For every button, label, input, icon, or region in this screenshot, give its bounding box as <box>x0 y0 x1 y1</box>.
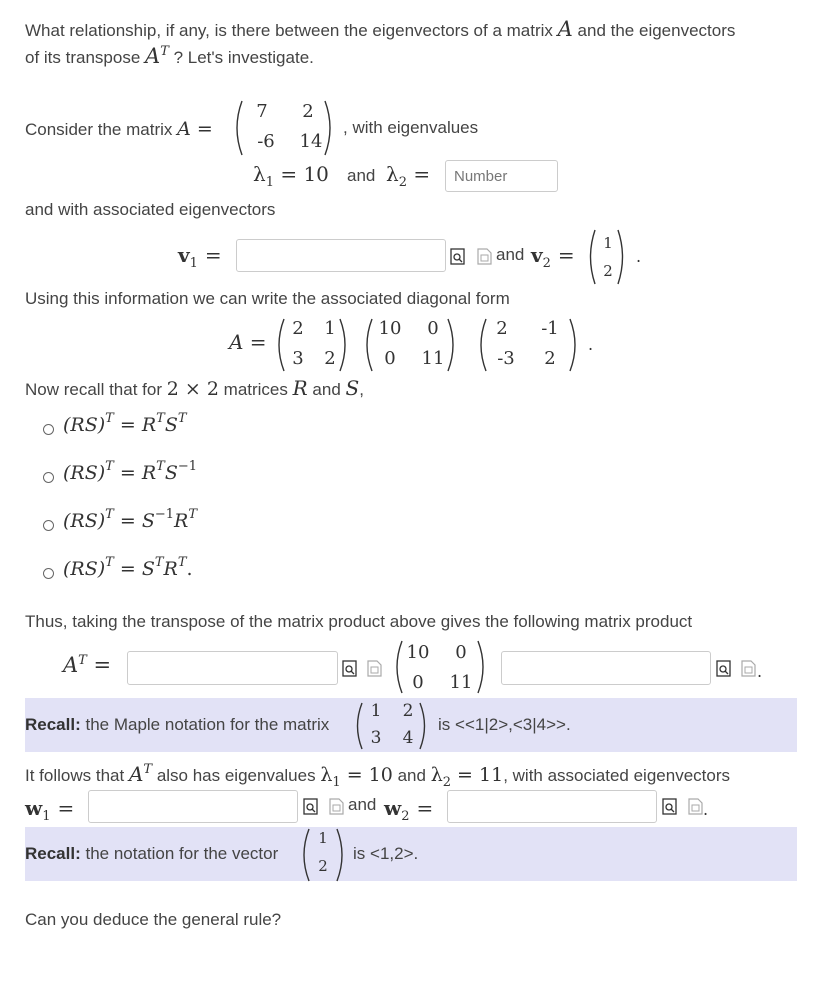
intro-tail: and the eigenvectors <box>577 21 736 40</box>
v2-label: $v_2$ = <box>531 243 575 271</box>
period: . <box>757 662 763 681</box>
matrix-cell: 2 <box>292 318 304 339</box>
transpose-first-input[interactable] <box>127 651 338 685</box>
transpose-second-input[interactable] <box>501 651 711 685</box>
matrix-cell: 3 <box>370 728 382 748</box>
math-AT: $A^T$ <box>128 762 153 786</box>
matrix-cell: 4 <box>402 728 414 748</box>
option-radio-1[interactable] <box>43 424 54 435</box>
math-A: A <box>557 17 573 41</box>
matrix-P <box>272 315 354 375</box>
matrix-cell: 2 <box>302 101 314 122</box>
matrix-cell: -3 <box>497 348 515 369</box>
consider-label: Consider the matrix A = <box>25 118 213 140</box>
v1-label: $v_1$ = <box>178 243 222 271</box>
option-radio-4[interactable] <box>43 568 54 579</box>
diag-A-eq: A = <box>229 330 267 354</box>
recall-prefix: Now recall that for <box>25 380 162 399</box>
preview-icon[interactable] <box>342 660 357 677</box>
lambda2-eq: $\lambda_2 = 11$ <box>430 764 504 790</box>
recall-and: and <box>312 380 341 399</box>
recall-comma: , <box>359 380 364 399</box>
w2-input[interactable] <box>447 790 657 823</box>
option-1[interactable]: $(RS)^T = R^TS^T$ <box>63 411 187 436</box>
is-text: is <box>438 715 451 734</box>
dims: 2 × 2 <box>166 378 219 400</box>
follows-p1: It follows that <box>25 766 125 785</box>
recall-mid: matrices <box>223 380 288 399</box>
math-A-eq: A <box>177 118 191 140</box>
maple-note-is <box>438 715 571 735</box>
option-radio-2[interactable] <box>43 472 54 483</box>
matrix-cell: 14 <box>299 131 323 152</box>
l1-value: 10 <box>368 764 393 786</box>
l2-value: 11 <box>479 764 504 786</box>
maple-example-matrix <box>352 700 432 752</box>
vector-code: <1,2>. <box>370 844 419 863</box>
v1-input[interactable] <box>236 239 446 272</box>
w1-label: $w_1$ = <box>25 796 75 824</box>
matrix-cell: 0 <box>427 318 439 339</box>
consider-text: Consider the matrix <box>25 120 173 139</box>
palette-icon[interactable] <box>688 798 703 815</box>
vector-note-desc: the notation for the vector <box>85 844 279 863</box>
matrix-cell: 3 <box>292 348 304 369</box>
vector-cell: 1 <box>603 234 613 252</box>
matrix-cell: 0 <box>384 348 396 369</box>
recall-line <box>25 376 364 400</box>
matrix-cell: 10 <box>406 642 430 663</box>
recall-bold: Recall: <box>25 715 81 734</box>
w2-label: $w_2$ = <box>384 796 434 824</box>
recall-bold: Recall: <box>25 844 81 863</box>
matrix-cell: -6 <box>257 131 275 152</box>
matrix-cell: 10 <box>378 318 402 339</box>
lambda1-eq: $\lambda_1 = 10$ <box>320 764 393 790</box>
math-AT: $A^T$ <box>145 44 169 68</box>
preview-icon[interactable] <box>716 660 731 677</box>
diag-form-label: Using this information we can write the associated diagonal form <box>25 289 510 308</box>
lambda1-eq: $\lambda_1 = 10$ <box>253 162 329 190</box>
vector-cell: 2 <box>603 262 613 280</box>
palette-icon[interactable] <box>741 660 756 677</box>
preview-icon[interactable] <box>662 798 677 815</box>
matrix-cell: 2 <box>496 318 508 339</box>
matrix-cell: 2 <box>402 701 414 721</box>
closing-question: Can you deduce the general rule? <box>25 910 282 929</box>
follows-and: and <box>397 766 426 785</box>
matrix-cell: 11 <box>421 348 445 369</box>
math-R: R <box>292 376 308 400</box>
matrix-cell: 7 <box>256 101 268 122</box>
palette-icon[interactable] <box>367 660 382 677</box>
matrix-cell: 1 <box>324 318 336 339</box>
maple-note-text <box>25 715 329 735</box>
matrix-cell: 2 <box>544 348 556 369</box>
is-text: is <box>353 844 366 863</box>
intro-tail-2: ? Let's investigate. <box>173 48 314 67</box>
matrix-cell: 1 <box>370 701 382 721</box>
intro-line-2 <box>25 44 314 68</box>
matrix-cell: 0 <box>412 672 424 693</box>
lambda1-value: 10 <box>303 162 329 186</box>
math-S: S <box>345 376 360 400</box>
transpose-label: Thus, taking the transpose of the matrix product above gives the following matrix product <box>25 612 693 631</box>
matrix-cell: 11 <box>449 672 473 693</box>
period: . <box>588 335 594 354</box>
vector-cell: 2 <box>318 857 328 875</box>
intro-line-1 <box>25 17 735 41</box>
and-text: and <box>347 166 376 185</box>
follows-p3: , with associated eigenvectors <box>503 766 730 785</box>
eigenvalues-label: , with eigenvalues <box>343 118 479 137</box>
w1-input[interactable] <box>88 790 298 823</box>
vector-note-text <box>25 844 278 864</box>
intro-text-2: of its transpose <box>25 48 141 67</box>
palette-icon[interactable] <box>477 248 492 265</box>
maple-note-desc: the Maple notation for the matrix <box>85 715 330 734</box>
assoc-eigenvectors-label: and with associated eigenvectors <box>25 200 276 219</box>
intro-text: What relationship, if any, is there between the eigenvectors of a matrix <box>25 21 553 40</box>
lambda2-label: $\lambda_2$ = <box>386 162 431 190</box>
period: . <box>703 800 709 819</box>
option-4[interactable]: $(RS)^T = S^TR^T$. <box>63 555 193 580</box>
vector-note-is <box>353 844 418 864</box>
palette-icon[interactable] <box>329 798 344 815</box>
lambda2-input[interactable] <box>445 160 558 192</box>
AT-eq: $A^T$ = <box>63 653 112 677</box>
matrix-cell: -1 <box>541 318 559 339</box>
follows-p2: also has eigenvalues <box>156 766 316 785</box>
option-3[interactable]: $(RS)^T = S^{-1}R^T$ <box>63 507 198 532</box>
follows-line <box>25 762 730 790</box>
vector-cell: 1 <box>318 829 328 847</box>
matrix-cell: 2 <box>324 348 336 369</box>
period: . <box>636 247 642 266</box>
preview-icon[interactable] <box>303 798 318 815</box>
maple-code: <<1|2>,<3|4>>. <box>455 715 571 734</box>
and-v2-text: and <box>496 245 525 264</box>
matrix-cell: 0 <box>455 642 467 663</box>
and-w2-text: and <box>348 795 377 814</box>
option-radio-3[interactable] <box>43 520 54 531</box>
preview-icon[interactable] <box>450 248 465 265</box>
option-2[interactable]: $(RS)^T = R^TS^{-1}$ <box>63 459 198 484</box>
